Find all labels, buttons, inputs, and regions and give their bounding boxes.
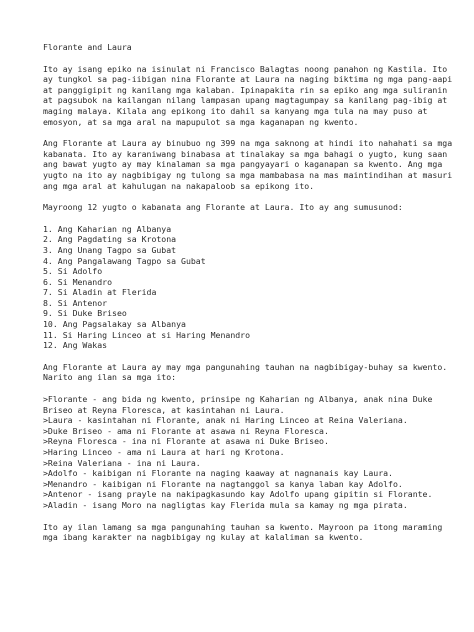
structure-paragraph — [43, 138, 453, 191]
paragraph-line: Ito ay isang epiko na isinulat ni Francisco Balagtas noong panahon ng Kastila. Ito — [43, 63, 448, 74]
list-item: 11. Si Haring Linceo at si Haring Menandro — [43, 329, 251, 340]
document-body — [43, 42, 453, 543]
spacer — [43, 383, 443, 394]
paragraph-line: Ang Florante at Laura ay may mga pangunahing tauhan na nagbibigay-buhay sa kwento. — [43, 361, 448, 372]
character-list — [43, 394, 443, 511]
paragraph-line: maging malaya. Kilala ang epikong ito dahil sa kanyang mga tula na may puso at — [43, 105, 428, 116]
spacer — [43, 213, 443, 224]
list-item: 5. Si Adolfo — [43, 266, 103, 277]
list-item: >Haring Linceo - ama ni Laura at hari ng Krotona. — [43, 447, 285, 457]
list-item: 3. Ang Unang Tagpo sa Gubat — [43, 244, 177, 255]
list-item: >Florante - ang bida ng kwento, prinsipe ng Kaharian ng Albanya, anak nina Duke — [43, 394, 433, 405]
paragraph-line: kabanata. Ito ay karaniwang binabasa at tinalakay sa mga bahagi o yugto, kung saan — [43, 148, 448, 159]
list-item: >Aladin - isang Moro na nagligtas kay Flerida mula sa kamay ng mga pirata. — [43, 499, 408, 510]
spacer — [43, 53, 443, 64]
paragraph-line: Narito ang ilan sa mga ito: — [43, 372, 177, 383]
paragraph-line: ang bawat yugto ay may kinalaman sa mga pangyayari o kaganapan sa kwento. Ang mga — [43, 159, 443, 170]
list-item: >Adolfo - kaibigan ni Florante na naging kaaway at nagnanais kay Laura. — [43, 468, 393, 479]
spacer — [43, 127, 443, 138]
list-item: >Reina Valeriana - ina ni Laura. — [43, 457, 201, 468]
list-item: 7. Si Aladin at Flerida — [43, 287, 157, 298]
paragraph-line: at pagsubok na kailangan nilang lampasan upang magtagumpay sa kanilang pag-ibig at — [43, 95, 448, 106]
closing-paragraph — [43, 522, 443, 543]
list-item: 9. Si Duke Briseo — [43, 308, 127, 319]
list-item: 12. Ang Wakas — [43, 340, 108, 351]
list-item: 4. Ang Pangalawang Tagpo sa Gubat — [43, 255, 206, 266]
list-item: >Menandro - kaibigan ni Florante na nagtanggol sa kanya laban kay Adolfo. — [43, 478, 403, 489]
list-item: 8. Si Antenor — [43, 297, 108, 308]
list-item: Briseo at Reyna Floresca, at kasintahan ni Laura. — [43, 404, 285, 415]
chapter-list — [43, 224, 443, 351]
paragraph-line: at panggigipit ng kanilang mga kalaban. Ipinapakita rin sa epiko ang mga suliranin — [43, 84, 448, 95]
paragraph-line: emosyon, at sa mga aral na mapupulot sa mga kaganapan ng kwento. — [43, 116, 359, 127]
list-item: >Laura - kasintahan ni Florante, anak ni Haring Linceo at Reina Valeriana. — [43, 415, 408, 426]
list-item: >Reyna Floresca - ina ni Florante at asawa ni Duke Briseo. — [43, 436, 329, 447]
paragraph-line: ang mga aral at kahulugan na nakapaloob sa epikong ito. — [43, 180, 315, 191]
paragraph-line: yugto na ito ay nagbibigay ng tulong sa mga mambabasa na mas maintindihan at masuri — [43, 169, 453, 180]
paragraph-line: ay tungkol sa pag-iibigan nina Florante at Laura na naging biktima ng mga pang-aapi — [43, 74, 453, 85]
intro-paragraph — [43, 63, 453, 128]
document-title: Florante and Laura — [43, 42, 132, 52]
spacer — [43, 191, 443, 202]
characters-intro-paragraph — [43, 361, 448, 383]
list-item: 1. Ang Kaharian ng Albanya — [43, 223, 172, 234]
list-item: 2. Ang Pagdating sa Krotona — [43, 234, 177, 245]
list-item: 6. Si Menandro — [43, 276, 113, 287]
chapters-intro: Mayroong 12 yugto o kabanata ang Florante at Laura. Ito ay ang sumusunod: — [43, 202, 403, 213]
spacer — [43, 511, 443, 522]
paragraph-line: Ito ay ilan lamang sa mga pangunahing tauhan sa kwento. Mayroon pa itong maraming — [43, 521, 443, 532]
spacer — [43, 351, 443, 362]
list-item: >Duke Briseo - ama ni Florante at asawa ni Reyna Floresca. — [43, 425, 329, 436]
list-item: 10. Ang Pagsalakay sa Albanya — [43, 319, 186, 330]
paragraph-line: Ang Florante at Laura ay binubuo ng 399 na mga saknong at hindi ito nahahati sa mga — [43, 138, 453, 149]
paragraph-line: mga ibang karakter na nagbibigay ng kulay at kalaliman sa kwento. — [43, 532, 364, 543]
list-item: >Antenor - isang prayle na nakipagkasundo kay Adolfo upang gipitin si Florante. — [43, 489, 433, 500]
